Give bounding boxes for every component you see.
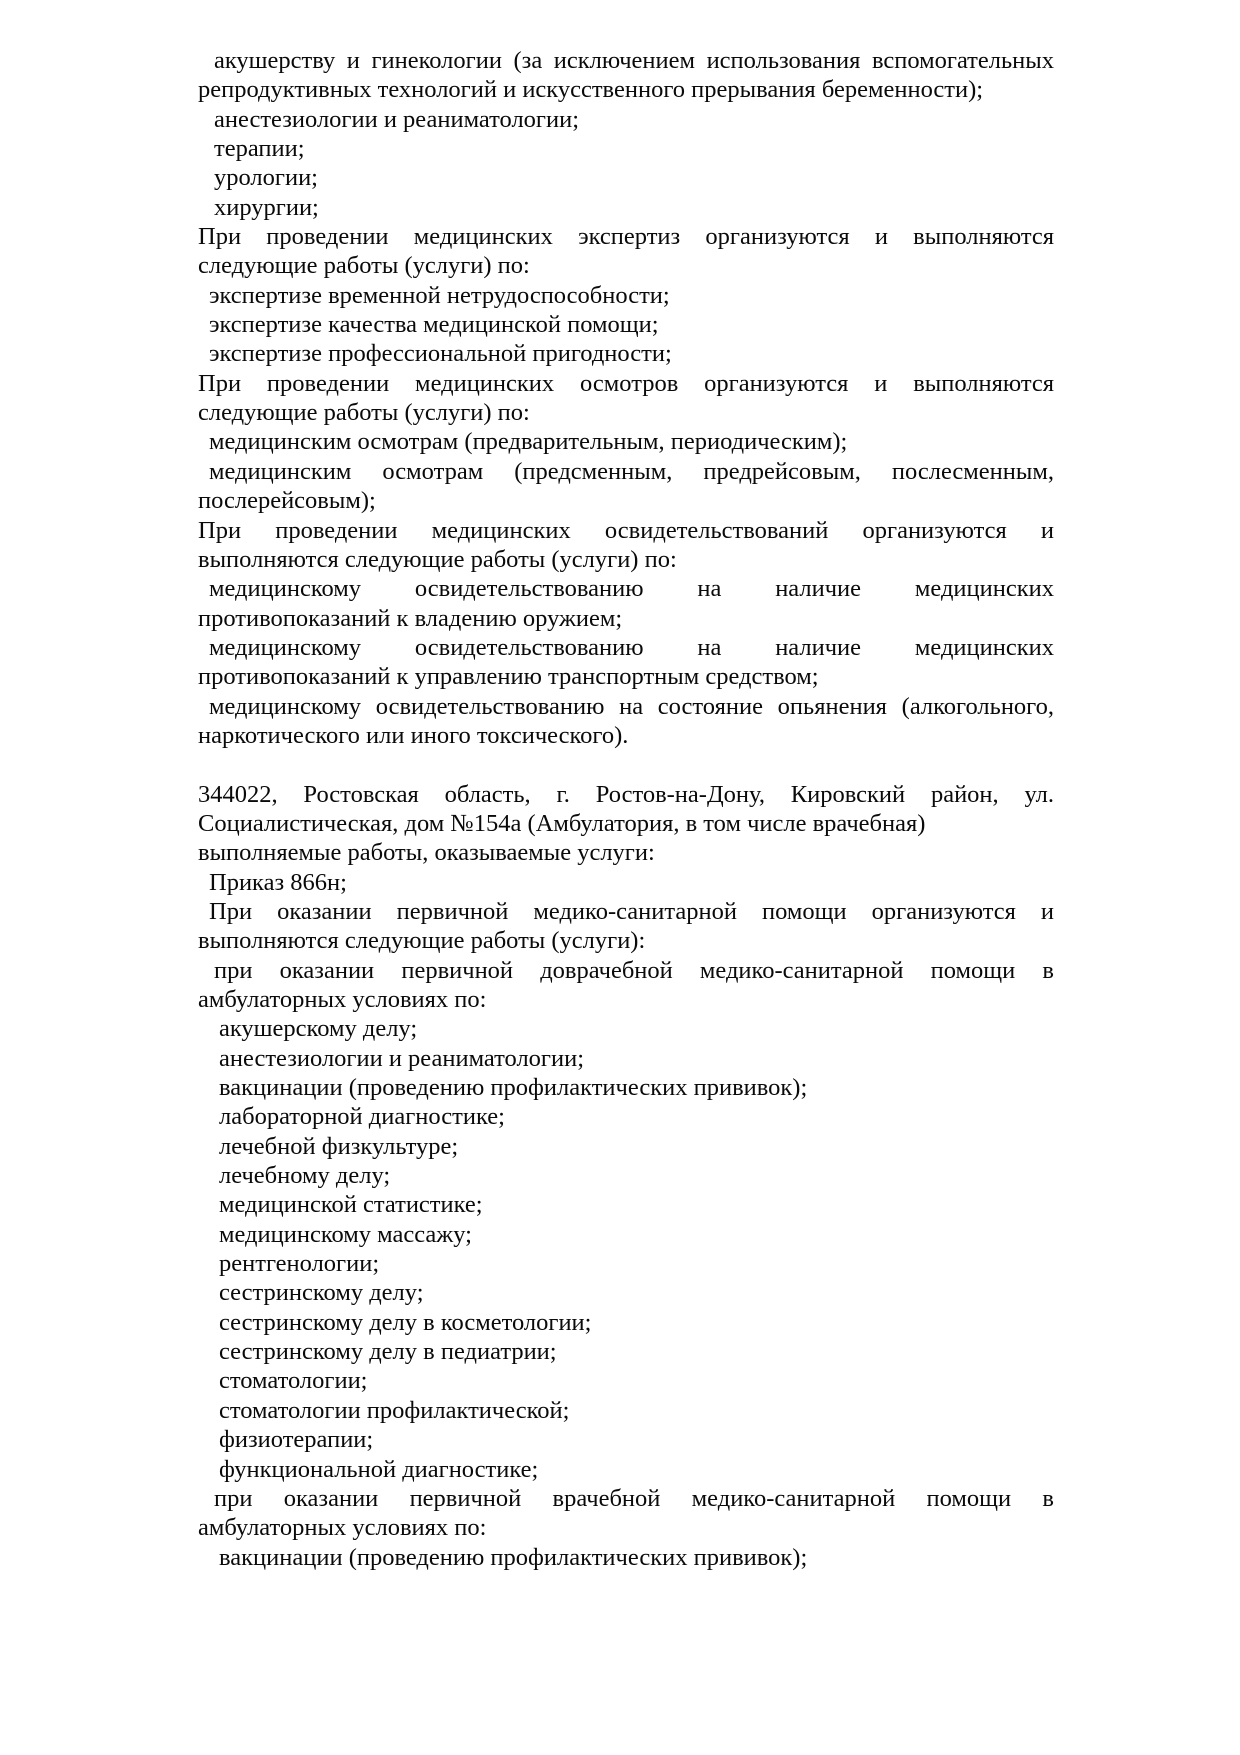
paragraph: выполняемые работы, оказываемые услуги: (198, 839, 655, 867)
paragraph: медицинским осмотрам (предсменным, предрейсовым, послесменным, послерейсовым); (198, 457, 1054, 515)
paragraph: рентгенологии; (219, 1250, 380, 1278)
paragraph: медицинскому освидетельствованию на наличие медицинских противопоказаний к владению оружием; (198, 575, 1054, 632)
paragraph: акушерству и гинекологии (за исключением использования вспомогательных репродуктивных технологий и искусственного прерывания беременности); (198, 47, 1054, 104)
section-address-works (198, 780, 1054, 1572)
paragraph: медицинскому массажу; (219, 1220, 472, 1248)
paragraph: функциональной диагностике; (219, 1455, 539, 1483)
paragraph: при оказании первичной доврачебной медико-санитарной помощи в амбулаторных условиях по: (198, 956, 1054, 1013)
paragraph: хирургии; (214, 193, 319, 221)
paragraph: При проведении медицинских осмотров организуются и выполняются следующие работы (услуги) по: (198, 369, 1054, 427)
paragraph: урологии; (214, 164, 318, 192)
paragraph: вакцинации (проведению профилактических прививок); (219, 1543, 808, 1571)
section-license-works (198, 46, 1054, 750)
paragraph: терапии; (214, 135, 305, 163)
paragraph: медицинским осмотрам (предварительным, периодическим); (209, 428, 848, 456)
paragraph: При оказании первичной медико-санитарной помощи организуются и выполняются следующие работы (услуги): (198, 897, 1054, 955)
paragraph: сестринскому делу; (219, 1279, 424, 1307)
paragraph: анестезиологии и реаниматологии; (219, 1044, 585, 1072)
paragraph: 344022, Ростовская область, г. Ростов-на-Дону, Кировский район, ул. Социалистическая, дом №154а (Амбулатория, в том числе врачебная) (198, 780, 1054, 837)
paragraph: экспертизе качества медицинской помощи; (209, 311, 659, 339)
paragraph: стоматологии; (219, 1367, 368, 1395)
paragraph: физиотерапии; (219, 1426, 374, 1454)
paragraph: лабораторной диагностике; (219, 1103, 505, 1131)
paragraph: экспертизе временной нетрудоспособности; (209, 281, 670, 309)
paragraph: сестринскому делу в косметологии; (219, 1308, 592, 1336)
paragraph: стоматологии профилактической; (219, 1396, 570, 1424)
paragraph: вакцинации (проведению профилактических прививок); (219, 1074, 808, 1102)
paragraph: экспертизе профессиональной пригодности; (209, 340, 672, 368)
paragraph: лечебной физкультуре; (219, 1132, 459, 1160)
paragraph: сестринскому делу в педиатрии; (219, 1338, 557, 1366)
paragraph: лечебному делу; (219, 1162, 391, 1190)
paragraph: при оказании первичной врачебной медико-санитарной помощи в амбулаторных условиях по: (198, 1484, 1054, 1542)
paragraph: Приказ 866н; (209, 868, 347, 896)
paragraph: медицинской статистике; (219, 1191, 483, 1219)
paragraph: При проведении медицинских экспертиз организуются и выполняются следующие работы (услуги) по: (198, 223, 1054, 280)
paragraph: анестезиологии и реаниматологии; (214, 105, 580, 133)
blank-line (198, 750, 1054, 779)
paragraph: При проведении медицинских освидетельствований организуются и выполняются следующие работы (услуги) по: (198, 516, 1054, 573)
paragraph: медицинскому освидетельствованию на состояние опьянения (алкогольного, наркотического или иного токсического). (198, 692, 1054, 749)
document-text (198, 46, 1054, 1572)
paragraph: медицинскому освидетельствованию на наличие медицинских противопоказаний к управлению транспортным средством; (198, 633, 1054, 691)
paragraph: акушерскому делу; (219, 1015, 418, 1043)
